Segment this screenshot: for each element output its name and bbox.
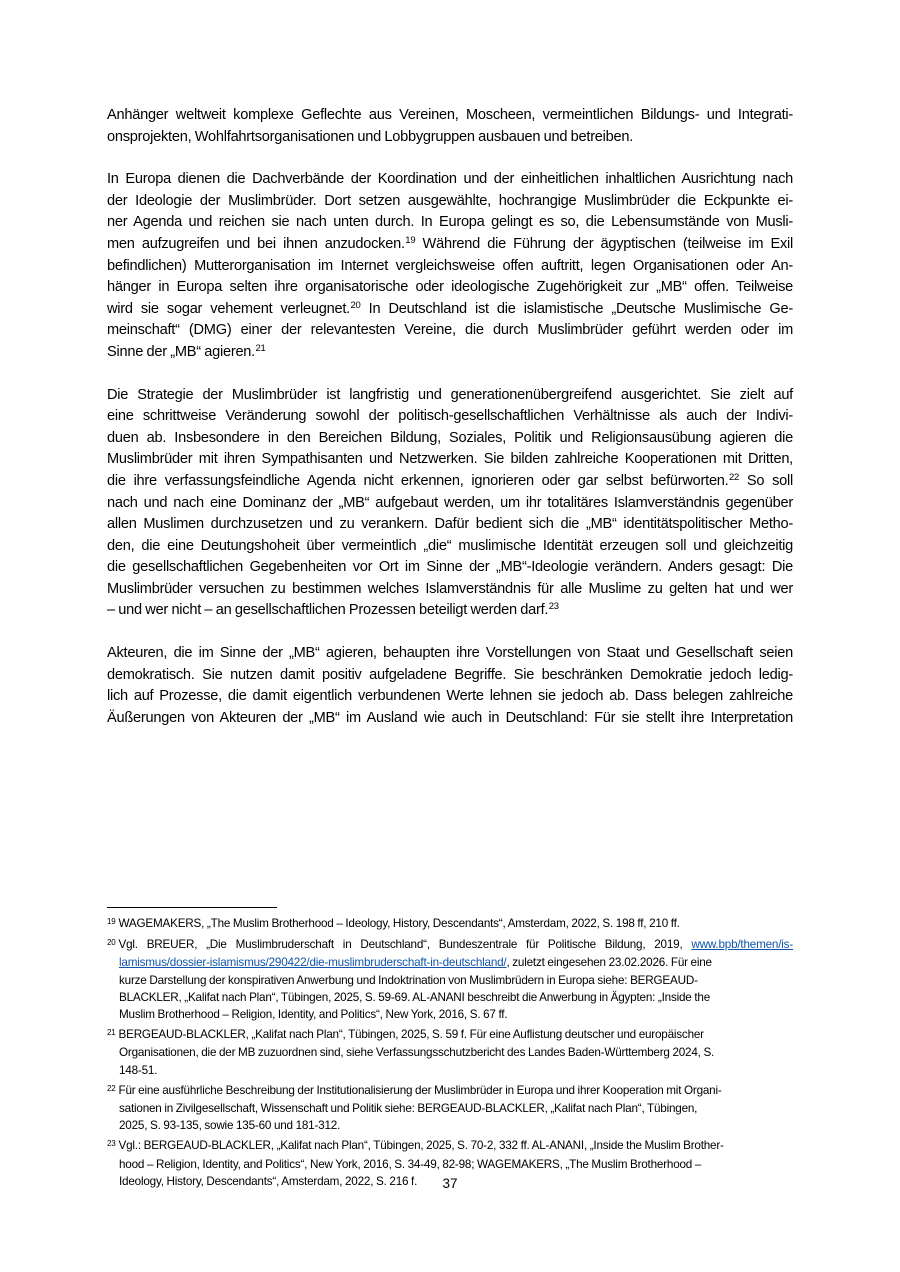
text-segment: BERGEAUD-BLACKLER, „Kalifat nach Plan“, Tübingen, 2025, S. 59 f. Für eine Auflistung deutscher und europäischer [118, 1028, 704, 1042]
footnote-ref-23[interactable]: 23 [548, 601, 559, 613]
footnotes [107, 915, 793, 1193]
text-segment: In Deutschland ist die islamistische „Deutsche Muslimische Ge- [360, 300, 793, 317]
text-line: die gesellschaftlichen Gegebenheiten vor Ort im Sinne der „MB“-Ideologie verändern. Anders gesagt: Die [107, 559, 793, 576]
footnote-line: 148-51. [119, 1063, 158, 1077]
text-line: ner Agenda und reichen sie nach unten durch. In Europa gelingt es so, die Lebensumstände von Musli- [107, 214, 793, 231]
footnote-21 [107, 1026, 793, 1079]
text-line: onsprojekten, Wohlfahrtsorganisationen und Lobbygruppen ausbauen und betreiben. [107, 128, 634, 145]
footnote-line: hood – Religion, Identity, and Politics“, New York, 2016, S. 34-49, 82-98; WAGEMAKERS, „The Muslim Brotherhood – [119, 1157, 702, 1171]
footnote-line: 2025, S. 93-135, sowie 135-60 und 181-312. [119, 1119, 341, 1133]
text-line [107, 342, 793, 364]
footnote-line: BLACKLER, „Kalifat nach Plan“, Tübingen, 2025, S. 59-69. AL-ANANI beschreibt die Anwerbung in Ägypten: „Inside the [119, 990, 710, 1004]
footnote-mark: 19 [107, 917, 116, 926]
text-line: allen Muslimen durchzusetzen und zu verankern. Dafür bedient sich die „MB“ identitätspolitischer Metho- [107, 516, 793, 533]
footnote-ref-20[interactable]: 20 [350, 299, 361, 311]
text-line: Äußerungen von Akteuren der „MB“ im Ausland wie auch in Deutschland: Für sie stellt ihre Interpretation [107, 709, 793, 726]
text-segment: Während die Führung der ägyptischen (teilweise im Exil [415, 235, 793, 252]
footnote-line: sationen in Zivilgesellschaft, Wissenschaft und Politik siehe: BERGEAUD-BLACKLER, „Kalifat nach Plan“, Tübingen, [119, 1102, 698, 1116]
footnote-line: Organisationen, die der MB zuzuordnen sind, siehe Verfassungsschutzbericht des Landes Baden-Württemberg 2024, S. [119, 1046, 715, 1060]
footnote-mark: 20 [107, 938, 116, 948]
footnote-line [107, 1026, 793, 1044]
footnote-mark: 21 [107, 1028, 116, 1038]
footnote-line [107, 936, 793, 954]
text-line: eine schrittweise Veränderung sowohl der politisch-gesellschaftlichen Verhältnisse als auch der Indivi- [107, 408, 793, 425]
text-line: In Europa dienen die Dachverbände der Koordination und der einheitlichen inhaltlichen Ausrichtung nach [107, 171, 793, 188]
footnote-line [107, 915, 793, 933]
text-line: Anhänger weltweit komplexe Geflechte aus Vereinen, Moscheen, vermeintlichen Bildungs- und Integrati- [107, 107, 793, 123]
footnote-link[interactable]: www.bpb/themen/is- [691, 938, 793, 952]
paragraph-3 [107, 385, 793, 623]
text-line: demokratisch. Sie nutzen damit positiv aufgeladene Begriffe. Sie beschränken Demokratie jedoch ledig- [107, 666, 793, 683]
text-line: der Ideologie der Muslimbrüder. Dort setzen ausgewählte, hochrangige Muslimbrüder die Eckpunkte ei- [107, 192, 793, 209]
text-line [107, 299, 793, 321]
footnote-line [107, 954, 793, 971]
text-segment: men aufzugreifen und bei ihnen anzudocken. [107, 235, 405, 252]
footnote-mark: 23 [107, 1139, 116, 1149]
footnote-separator [107, 907, 277, 908]
text-segment: Sinne der „MB“ agieren. [107, 343, 255, 360]
paragraph-2 [107, 169, 793, 363]
text-line: Muslimbrüder versuchen zu bestimmen welches Islamverständnis für alle Muslime zu gelten hat und wer [107, 580, 793, 597]
text-line: befindlichen) Mutterorganisation im Internet vergleichsweise offen auftritt, legen Organisationen oder An- [107, 257, 793, 274]
text-segment: – und wer nicht – an gesellschaftlichen Prozessen beteiligt werden darf. [107, 602, 549, 619]
text-segment: Für eine ausführliche Beschreibung der Institutionalisierung der Muslimbrüder in Europa und ihrer Kooperation mit Organi- [118, 1083, 722, 1097]
text-line: den, die eine Deutungshoheit über vermeintlich „die“ muslimische Identität erzeugen soll und gleichzeitig [107, 537, 793, 554]
text-line [107, 234, 793, 256]
footnote-mark: 22 [107, 1083, 116, 1093]
text-segment: WAGEMAKERS, „The Muslim Brotherhood – Ideology, History, Descendants“, Amsterdam, 2022, S. 198 ff, 210 ff. [118, 917, 680, 930]
footnote-line: kurze Darstellung der konspirativen Anwerbung und Indoktrination von Muslimbrüdern in Europa siehe: BERGEAUD- [119, 973, 698, 987]
footnote-line [107, 1137, 793, 1155]
footnote-19 [107, 915, 793, 933]
text-segment: wird sie sogar vehement verleugnet. [107, 300, 350, 317]
paragraph-1 [107, 105, 793, 148]
paragraph-4 [107, 643, 793, 729]
footnote-22 [107, 1082, 793, 1135]
footnote-line [107, 1082, 793, 1100]
text-segment: die ihre verfassungsfeindliche Agenda nicht erkennen, ignorieren oder gar selbst befürworten. [107, 472, 729, 489]
text-line: hänger in Europa selten ihre organisatorische oder ideologische Zugehörigkeit zur „MB“ offen. Teilweise [107, 279, 793, 296]
footnote-line: Ideology, History, Descendants“, Amsterdam, 2022, S. 216 f. [119, 1174, 418, 1188]
footnote-line: Muslim Brotherhood – Religion, Identity, and Politics“, New York, 2016, S. 67 ff. [119, 1008, 508, 1022]
page-number: 37 [442, 1176, 458, 1191]
footnote-ref-22[interactable]: 22 [728, 471, 740, 483]
text-line: nach und nach eine Dominanz der „MB“ aufgebaut werden, um ihr totalitäres Islamverständnis gegenüber [107, 494, 793, 511]
body-text [107, 105, 793, 750]
text-line: Die Strategie der Muslimbrüder ist langfristig und generationenübergreifend ausgerichtet. Sie zielt auf [107, 386, 793, 403]
footnote-ref-19[interactable]: 19 [405, 234, 416, 246]
text-line: Akteuren, die im Sinne der „MB“ agieren, behaupten ihre Vorstellungen von Staat und Gesellschaft seien [107, 645, 793, 662]
text-segment: So soll [739, 472, 793, 489]
text-segment: , zuletzt eingesehen 23.02.2026. Für eine [506, 956, 712, 970]
text-line: Muslimbrüder mit ihren Sympathisanten und Netzwerken. Sie bilden zahlreiche Kooperationen mit Dritten, [107, 451, 793, 468]
footnote-20 [107, 936, 793, 1023]
text-line [107, 471, 793, 493]
text-line: duen ab. Insbesondere in den Bereichen Bildung, Soziales, Politik und Religionsausübung agieren die [107, 429, 793, 446]
text-segment: Vgl. BREUER, „Die Muslimbruderschaft in Deutschland“, Bundeszentrale für Politische Bildung, 2019, [118, 938, 692, 952]
footnote-ref-21[interactable]: 21 [255, 342, 266, 354]
text-line: meinschaft“ (DMG) einer der relevantesten Vereine, die durch Muslimbrüder geführt werden oder im [107, 322, 793, 339]
text-segment: Vgl.: BERGEAUD-BLACKLER, „Kalifat nach Plan“, Tübingen, 2025, S. 70-2, 332 ff. AL-ANANI, „Inside the Muslim Brother- [118, 1139, 724, 1153]
text-line: lich auf Prozesse, die damit eigentlich verbundenen Werte lehnen sie jedoch ab. Dass belegen zahlreiche [107, 688, 793, 705]
text-line [107, 600, 793, 622]
footnote-link[interactable]: lamismus/dossier-islamismus/290422/die-muslimbruderschaft-in-deutschland/ [119, 956, 507, 970]
